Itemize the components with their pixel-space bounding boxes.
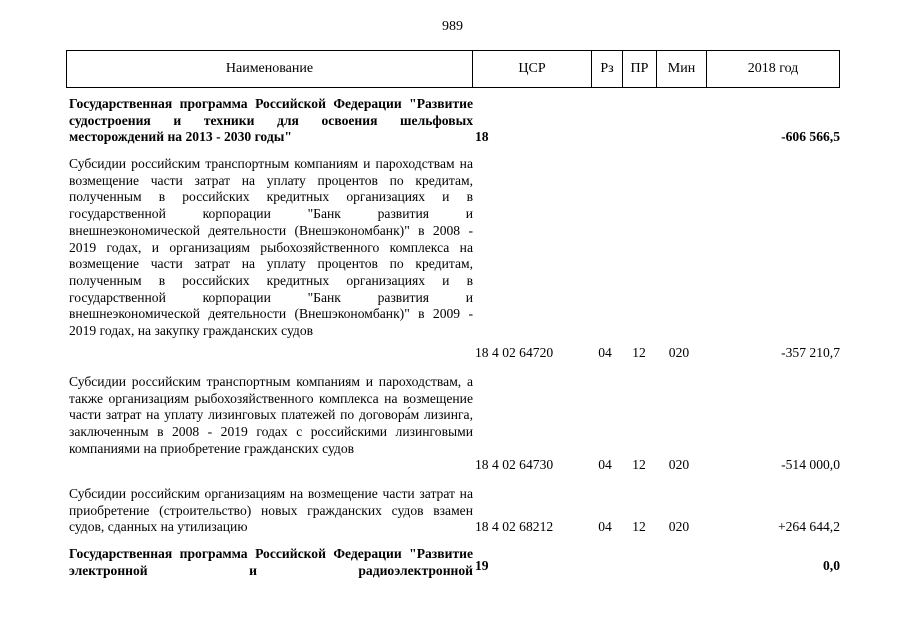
column-header-name: Наименование bbox=[67, 51, 473, 87]
column-header-rz: Рз bbox=[592, 51, 623, 87]
row-pr: 12 bbox=[632, 519, 646, 534]
row-amount: 0,0 bbox=[823, 558, 840, 573]
column-header-pr: ПР bbox=[623, 51, 657, 87]
row-rz: 04 bbox=[598, 457, 612, 472]
row-min: 020 bbox=[668, 519, 690, 534]
row-csr: 18 4 02 64730 bbox=[475, 457, 554, 472]
row-name: Государственная программа Российской Федерации "Развитие судостроения и техники для освоения шельфовых месторождений на 2013 - 2030 годы" bbox=[69, 96, 473, 145]
row-csr: 19 bbox=[475, 558, 489, 573]
row-name: Субсидии российским транспортным компаниям и пароходствам, а также организациям рыбохозяйственного комплекса на возмещение части затрат на уплату лизинговых платежей по договора́м лизинга, заключенным в 2008 - 2019 годах с российскими лизинговыми компаниями на приобретение гражданских судов bbox=[69, 374, 473, 456]
row-name: Государственная программа Российской Федерации "Развитие электронной и радиоэлектронной bbox=[69, 546, 473, 578]
row-name: Субсидии российским транспортным компаниям и пароходствам на возмещение части затрат на уплату процентов по кредитам, полученным в российских кредитных организациях и в государственной корпорации "Банк развития и внешнеэкономической деятельности (Внешэкономбанк)" в 2008 - 2019 годах, и организациям рыбохозяйственного комплекса на возмещение части затрат на уплату процентов по кредитам, полученным в российских кредитных организациях и в государственной корпорации "Банк развития и внешнеэкономической деятельности (Внешэкономбанк)" в 2009 - 2019 годах, на закупку гражданских судов bbox=[69, 156, 473, 339]
row-min: 020 bbox=[668, 345, 690, 360]
row-pr: 12 bbox=[632, 345, 646, 360]
row-amount: +264 644,2 bbox=[777, 519, 840, 534]
row-pr: 12 bbox=[632, 457, 646, 472]
row-min: 020 bbox=[668, 457, 690, 472]
row-amount: -357 210,7 bbox=[781, 345, 840, 360]
row-csr: 18 bbox=[475, 129, 489, 144]
row-name: Субсидии российским организациям на возмещение части затрат на приобретение (строительство) новых гражданских судов взамен судов, сданных на утилизацию bbox=[69, 486, 473, 535]
column-header-min: Мин bbox=[657, 51, 707, 87]
column-header-year: 2018 год bbox=[747, 61, 799, 76]
row-csr: 18 4 02 68212 bbox=[475, 519, 554, 534]
row-rz: 04 bbox=[598, 345, 612, 360]
page-number: 989 bbox=[442, 19, 463, 34]
column-header-csr: ЦСР bbox=[473, 51, 592, 87]
row-amount: -606 566,5 bbox=[781, 129, 840, 144]
row-amount: -514 000,0 bbox=[781, 457, 840, 472]
table-header bbox=[66, 50, 840, 88]
row-rz: 04 bbox=[598, 519, 612, 534]
row-csr: 18 4 02 64720 bbox=[475, 345, 554, 360]
